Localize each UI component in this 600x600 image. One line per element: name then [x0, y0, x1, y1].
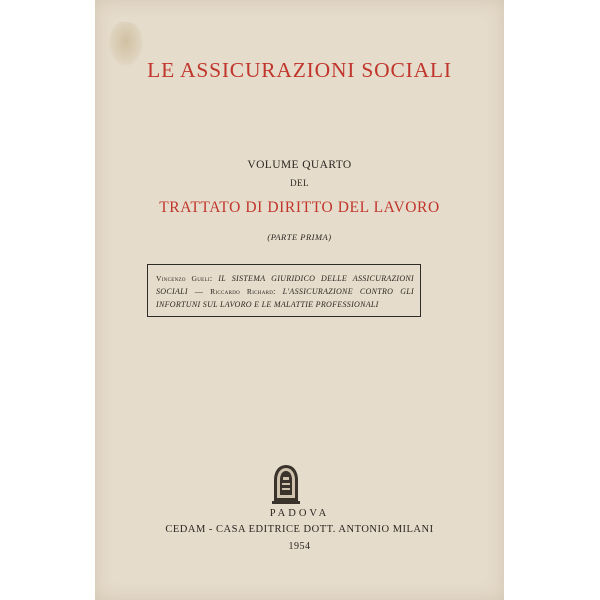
volume-label: VOLUME QUARTO: [247, 159, 352, 171]
work-richard: L'ASSICURAZIONE CONTRO GLI INFORTUNI SUL LAVORO E LE MALATTIE PROFESSIONALI: [156, 287, 414, 309]
imprint-publisher: CEDAM - CASA EDITRICE DOTT. ANTONIO MILANI: [165, 524, 434, 535]
author-gueli: Vincenzo Gueli: [156, 274, 210, 283]
dash-separator: —: [187, 287, 211, 296]
contents-box: [147, 264, 421, 317]
imprint-city: PADOVA: [269, 508, 330, 519]
separator: :: [273, 287, 283, 296]
title-page: [95, 0, 504, 600]
separator: :: [209, 274, 219, 283]
del-label: DEL: [290, 178, 309, 188]
treatise-title: TRATTATO DI DIRITTO DEL LAVORO: [159, 199, 440, 216]
part-label: (PARTE PRIMA): [267, 232, 332, 242]
author-richard: Riccardo Richard: [210, 287, 274, 296]
imprint-year: 1954: [288, 541, 311, 552]
work-gueli: IL SISTEMA GIURIDICO DELLE ASSICURAZIONI SOCIALI: [156, 274, 414, 296]
publisher-emblem-icon: [271, 464, 301, 504]
book-title: LE ASSICURAZIONI SOCIALI: [147, 58, 452, 82]
